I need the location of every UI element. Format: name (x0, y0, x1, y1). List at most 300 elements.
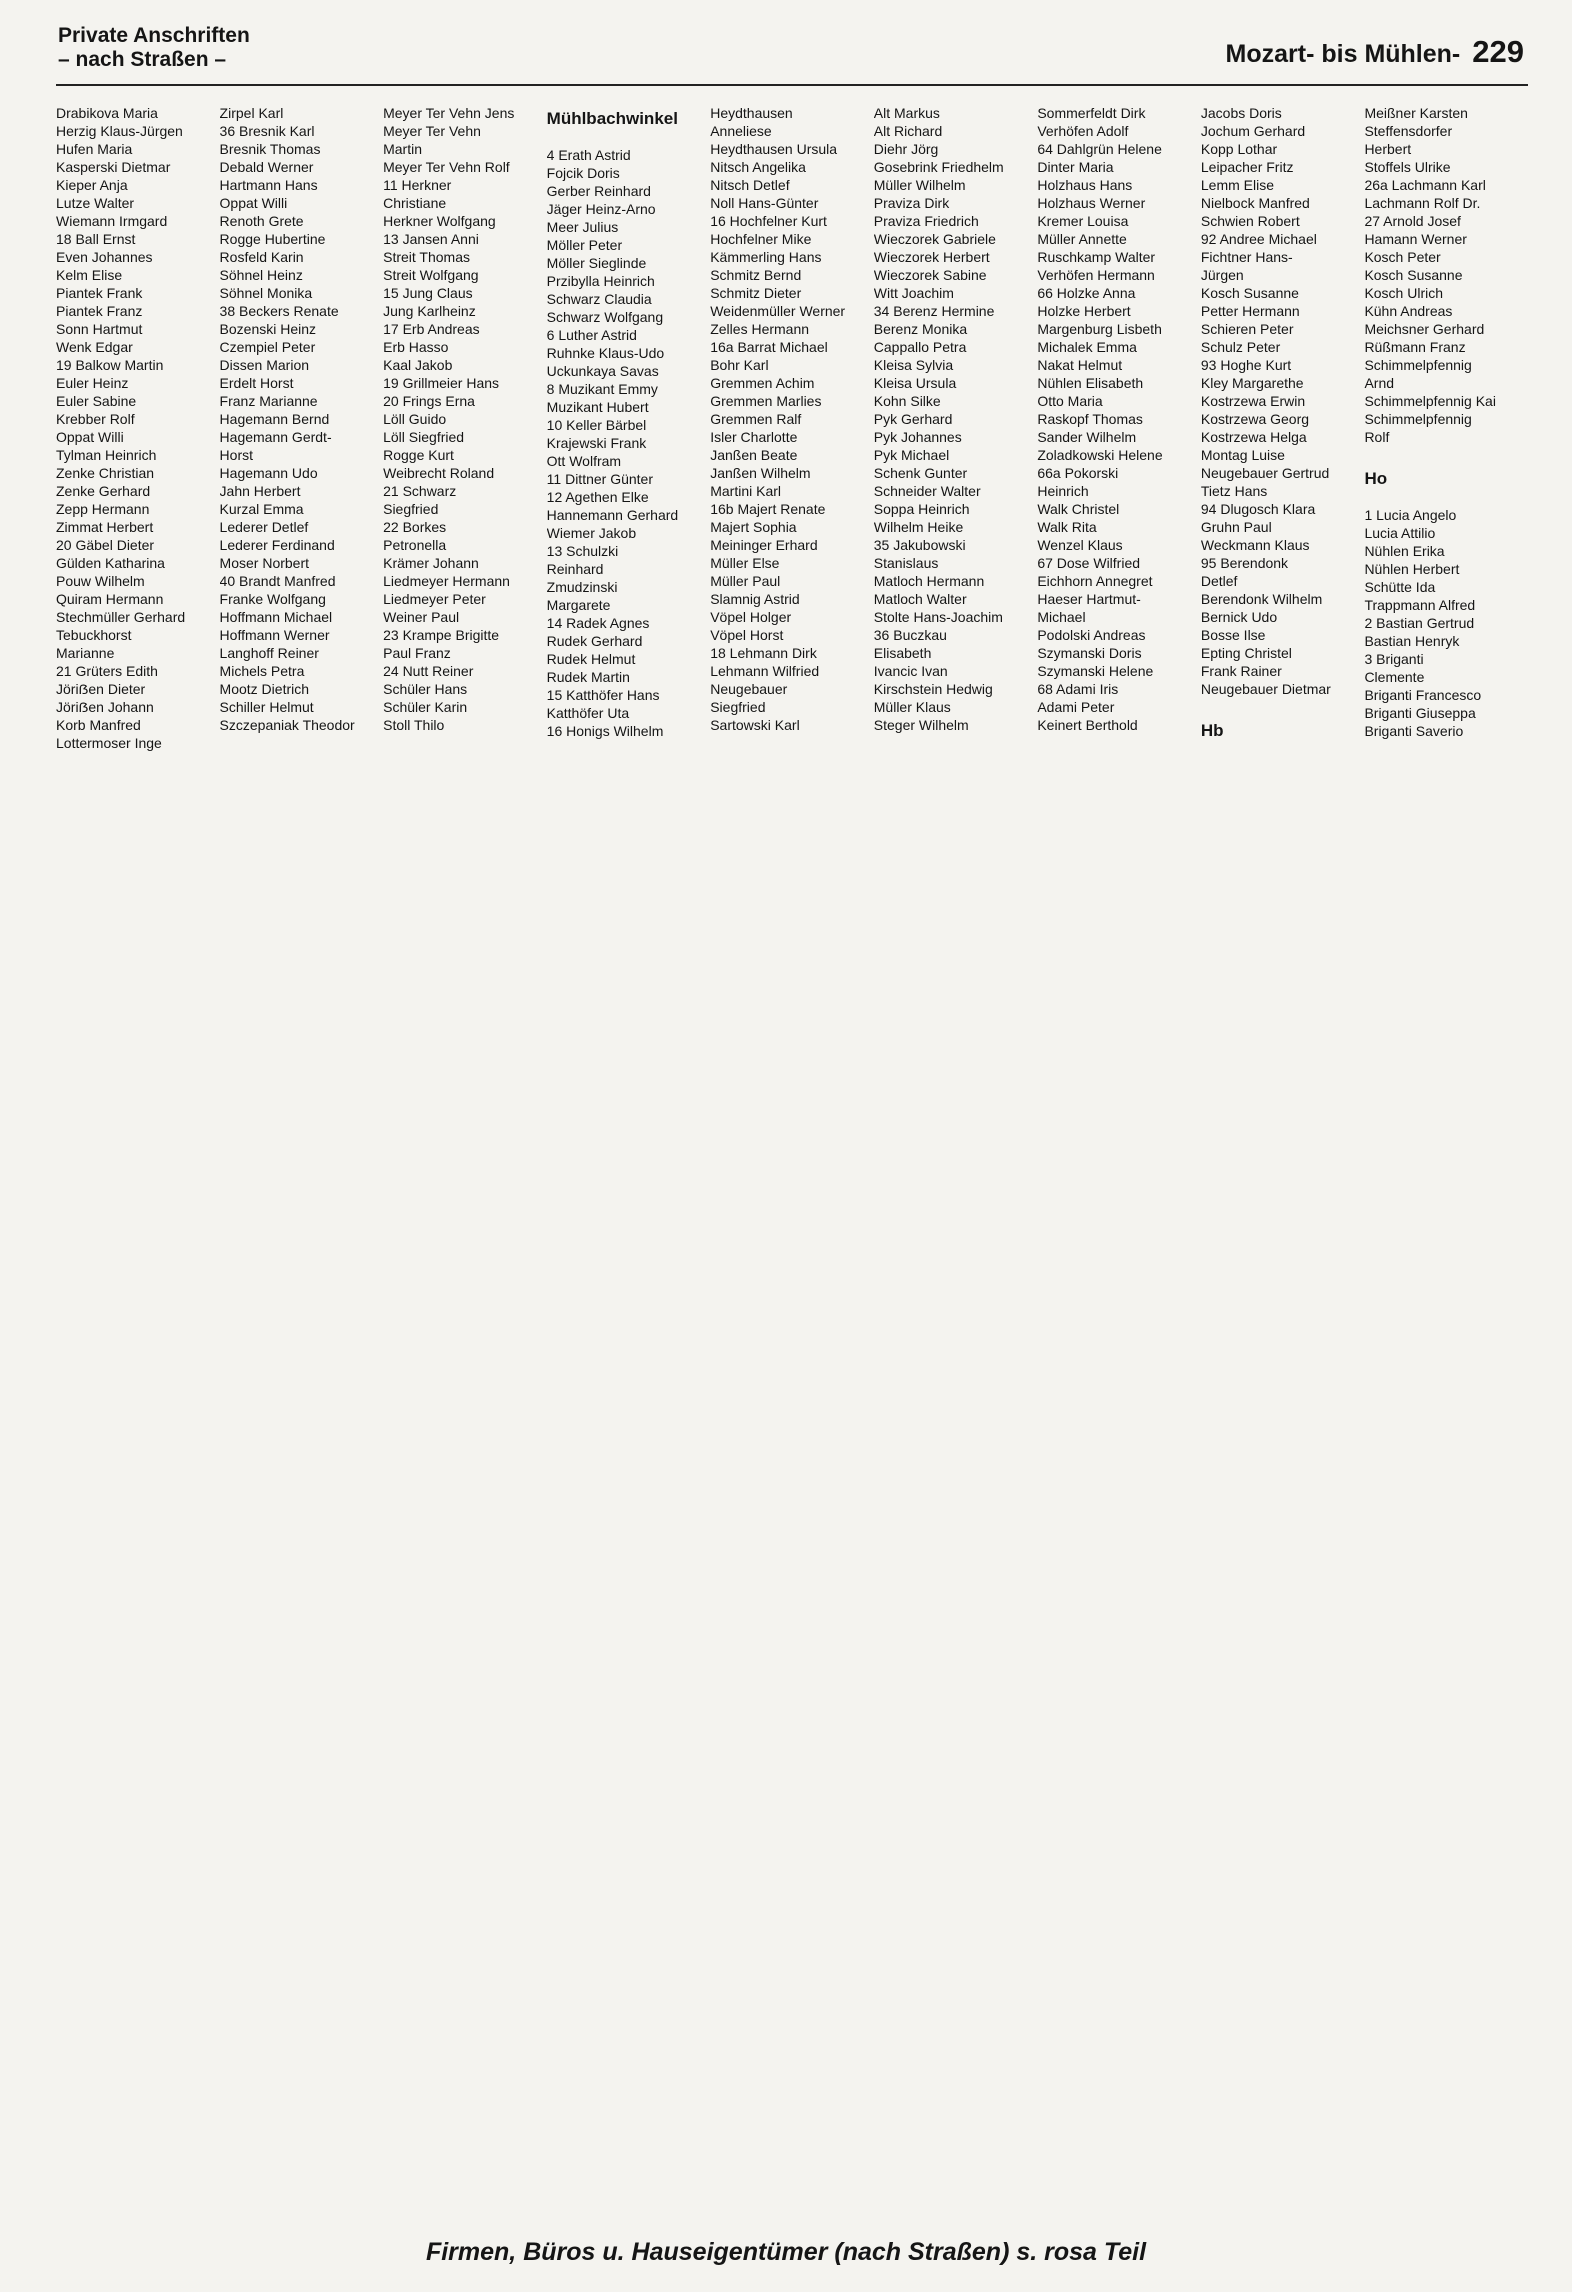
directory-entry: 68 Adami Iris (1037, 681, 1119, 697)
directory-entry: Rudek Gerhard (546, 633, 643, 649)
directory-entry: Löll Siegfried (383, 429, 465, 445)
directory-column-2 (220, 104, 378, 2224)
directory-entry: Majert Sophia (710, 519, 797, 535)
directory-entry: Otto Maria (1037, 393, 1103, 409)
directory-entry: Fojcik Doris (546, 165, 620, 181)
directory-entry: 20 Frings Erna (383, 393, 475, 409)
directory-entry: Meichsner Gerhard (1364, 321, 1485, 337)
directory-entry: Heinrich (1037, 483, 1089, 499)
directory-entry: Renoth Grete (219, 213, 304, 229)
directory-entry: Meininger Erhard (710, 537, 818, 553)
directory-entry: 21 Schwarz (383, 483, 457, 499)
directory-entry: Tietz Hans (1200, 483, 1268, 499)
directory-entry: Sartowski Karl (710, 717, 800, 733)
directory-entry: Kosch Ulrich (1364, 285, 1444, 301)
directory-entry: Michels Petra (219, 663, 305, 679)
directory-entry: Ruhnke Klaus-Udo (546, 345, 665, 361)
directory-entry: Pyk Johannes (873, 429, 962, 445)
directory-entry: Matloch Walter (873, 591, 967, 607)
directory-entry: Müller Wilhelm (873, 177, 966, 193)
directory-entry: Kopp Lothar (1200, 141, 1278, 157)
directory-entry: Pyk Gerhard (873, 411, 953, 427)
directory-entry: Hochfelner Mike (710, 231, 812, 247)
directory-entry: Moser Norbert (219, 555, 310, 571)
directory-entry: 34 Berenz Hermine (873, 303, 995, 319)
directory-entry: Kämmerling Hans (710, 249, 822, 265)
directory-entry: Schenk Gunter (873, 465, 968, 481)
directory-entry: 11 Herkner (383, 177, 452, 193)
directory-entry: Nitsch Detlef (710, 177, 790, 193)
directory-entry: Steger Wilhelm (873, 717, 969, 733)
directory-entry: Hagemann Bernd (219, 411, 330, 427)
directory-entry: Schimmelpfennig (1364, 411, 1472, 427)
directory-entry: Oppat Willi (219, 195, 288, 211)
directory-entry: Meißner Karsten (1364, 105, 1468, 121)
directory-entry: Tebuckhorst (56, 627, 132, 643)
directory-column-9 (1364, 104, 1522, 2224)
directory-entry: 16 Honigs Wilhelm (546, 723, 664, 739)
directory-entry: Kirschstein Hedwig (873, 681, 993, 697)
footer-note: Firmen, Büros u. Hauseigentümer (nach Straßen) s. rosa Teil (425, 2238, 1147, 2266)
directory-entry: Bohr Karl (710, 357, 769, 373)
directory-entry: Neugebauer (710, 681, 788, 697)
directory-entry: Gremmen Marlies (710, 393, 822, 409)
directory-entry: 40 Brandt Manfred (219, 573, 336, 589)
directory-entry: 1 Lucia Angelo (1364, 507, 1457, 523)
directory-entry: Erdelt Horst (219, 375, 294, 391)
directory-entry: Hamann Werner (1364, 231, 1467, 247)
directory-entry: Bresnik Thomas (219, 141, 321, 157)
directory-entry: Söhnel Monika (219, 285, 313, 301)
directory-entry: Kosch Peter (1364, 249, 1441, 265)
directory-entry: 67 Dose Wilfried (1037, 555, 1141, 571)
directory-entry: Stechmüller Gerhard (56, 609, 186, 625)
directory-entry: Bastian Henryk (1364, 633, 1460, 649)
directory-entry: Jäger Heinz-Arno (546, 201, 656, 217)
directory-entry: Weibrecht Roland (383, 465, 495, 481)
directory-entry: Sonn Hartmut (56, 321, 143, 337)
directory-entry: Podolski Andreas (1037, 627, 1146, 643)
directory-entry: 15 Katthöfer Hans (546, 687, 660, 703)
directory-column-8 (1201, 104, 1359, 2224)
directory-entry: Streit Thomas (383, 249, 470, 265)
directory-entry: Löll Guido (383, 411, 447, 427)
directory-entry: Gruhn Paul (1200, 519, 1272, 535)
directory-entry: Kasperski Dietmar (56, 159, 171, 175)
directory-entry: Lehmann Wilfried (710, 663, 820, 679)
directory-entry: Raskopf Thomas (1037, 411, 1143, 427)
directory-entry: Gosebrink Friedhelm (873, 159, 1004, 175)
directory-entry: Kosch Susanne (1200, 285, 1299, 301)
directory-entry: Reinhard (546, 561, 604, 577)
directory-entry: Kleisa Ursula (873, 375, 957, 391)
directory-entry: Eichhorn Annegret (1037, 573, 1153, 589)
directory-entry: Janßen Wilhelm (710, 465, 811, 481)
directory-entry: Jochum Gerhard (1200, 123, 1306, 139)
directory-column-7 (1037, 104, 1195, 2224)
directory-entry: Nitsch Angelika (710, 159, 806, 175)
directory-entry: 18 Ball Ernst (56, 231, 136, 247)
directory-entry: Schmitz Dieter (710, 285, 802, 301)
directory-column-6 (874, 104, 1032, 2224)
directory-entry: 10 Keller Bärbel (546, 417, 647, 433)
directory-entry: Kurzal Emma (219, 501, 304, 517)
directory-entry: 16b Majert Renate (710, 501, 826, 517)
directory-columns (56, 104, 1528, 2224)
directory-entry: Nühlen Elisabeth (1037, 375, 1144, 391)
directory-entry: Mühlbachwinkel (546, 109, 678, 128)
directory-entry: Kremer Louisa (1037, 213, 1129, 229)
directory-entry: Walk Rita (1037, 519, 1097, 535)
directory-entry: Wiemer Jakob (546, 525, 637, 541)
directory-entry: Möller Sieglinde (546, 255, 647, 271)
directory-entry: Wieczorek Herbert (873, 249, 990, 265)
directory-entry: Slamnig Astrid (710, 591, 800, 607)
directory-entry: 2 Bastian Gertrud (1364, 615, 1475, 631)
directory-entry: Epting Christel (1200, 645, 1292, 661)
directory-entry: Katthöfer Uta (546, 705, 630, 721)
directory-entry: Meer Julius (546, 219, 619, 235)
directory-entry: Adami Peter (1037, 699, 1115, 715)
directory-entry: Horst (219, 447, 253, 463)
directory-entry: 18 Lehmann Dirk (710, 645, 817, 661)
directory-entry: Ivancic Ivan (873, 663, 948, 679)
directory-entry: Hoffmann Werner (219, 627, 330, 643)
directory-entry (1364, 446, 1522, 464)
directory-entry: Hagemann Gerdt- (219, 429, 332, 445)
header-rule (56, 84, 1528, 86)
directory-entry: 13 Jansen Anni (383, 231, 479, 247)
directory-entry: Wenzel Klaus (1037, 537, 1123, 553)
directory-entry: Leipacher Fritz (1200, 159, 1294, 175)
directory-entry: 19 Balkow Martin (56, 357, 164, 373)
directory-entry: Heydthausen Ursula (710, 141, 838, 157)
directory-entry: Schüler Hans (383, 681, 468, 697)
directory-entry: 14 Radek Agnes (546, 615, 650, 631)
directory-entry: 16a Barrat Michael (710, 339, 828, 355)
directory-entry: Stoll Thilo (383, 717, 445, 733)
directory-entry: Kley Margarethe (1200, 375, 1304, 391)
directory-entry: Vöpel Holger (710, 609, 792, 625)
directory-entry: Jung Karlheinz (383, 303, 476, 319)
directory-entry: Schwarz Wolfgang (546, 309, 664, 325)
directory-entry: Kieper Anja (56, 177, 128, 193)
directory-entry: Noll Hans-Günter (710, 195, 819, 211)
directory-entry: Krajewski Frank (546, 435, 647, 451)
directory-entry: 66a Pokorski (1037, 465, 1119, 481)
directory-entry: Zimmat Herbert (56, 519, 154, 535)
directory-entry: Franke Wolfgang (219, 591, 326, 607)
directory-entry: Zelles Hermann (710, 321, 810, 337)
directory-entry: Holzhaus Hans (1037, 177, 1133, 193)
directory-entry: 95 Berendonk (1200, 555, 1289, 571)
directory-entry: Meyer Ter Vehn Rolf (383, 159, 510, 175)
directory-entry: Dissen Marion (219, 357, 310, 373)
directory-entry: Nakat Helmut (1037, 357, 1123, 373)
directory-entry: Petter Hermann (1200, 303, 1300, 319)
directory-entry: 22 Borkes (383, 519, 447, 535)
directory-entry: Holzke Herbert (1037, 303, 1131, 319)
directory-entry: Anneliese (710, 123, 772, 139)
directory-entry: Nühlen Herbert (1364, 561, 1460, 577)
directory-entry: Jürgen (1200, 267, 1244, 283)
directory-entry: Wilhelm Heike (873, 519, 964, 535)
directory-entry: 13 Schulzki (546, 543, 619, 559)
directory-entry: Schimmelpfennig Kai (1364, 393, 1496, 409)
directory-entry: Neugebauer Gertrud (1200, 465, 1330, 481)
directory-entry: Schieren Peter (1200, 321, 1294, 337)
directory-entry: Keinert Berthold (1037, 717, 1138, 733)
directory-entry: 36 Bresnik Karl (219, 123, 315, 139)
directory-entry: Marianne (56, 645, 115, 661)
directory-entry: 66 Holzke Anna (1037, 285, 1136, 301)
directory-entry: Hagemann Udo (219, 465, 318, 481)
directory-entry: Diehr Jörg (873, 141, 939, 157)
directory-entry: 20 Gäbel Dieter (56, 537, 155, 553)
directory-entry: 64 Dahlgrün Helene (1037, 141, 1162, 157)
directory-column-3 (383, 104, 541, 2224)
directory-entry: Lucia Attilio (1364, 525, 1436, 541)
directory-entry: Müller Else (710, 555, 780, 571)
directory-entry: Korb Manfred (56, 717, 141, 733)
directory-entry: Rüßmann Franz (1364, 339, 1466, 355)
directory-entry: Kohn Silke (873, 393, 941, 409)
directory-entry: Neugebauer Dietmar (1200, 681, 1331, 697)
directory-entry: Oppat Willi (56, 429, 124, 445)
directory-entry: Lachmann Rolf Dr. (1364, 195, 1481, 211)
directory-entry: Muzikant Hubert (546, 399, 649, 415)
directory-entry: Schneider Walter (873, 483, 981, 499)
directory-entry: Müller Paul (710, 573, 781, 589)
directory-entry: Elisabeth (873, 645, 932, 661)
directory-entry: Siegfried (383, 501, 439, 517)
directory-entry: Liedmeyer Peter (383, 591, 486, 607)
directory-entry: Alt Richard (873, 123, 943, 139)
directory-entry: Euler Sabine (56, 393, 137, 409)
directory-entry: Clemente (1364, 669, 1425, 685)
directory-entry: Rudek Helmut (546, 651, 636, 667)
directory-entry: Hb (1200, 721, 1224, 740)
directory-entry: Zenke Gerhard (56, 483, 151, 499)
directory-entry: Trappmann Alfred (1364, 597, 1476, 613)
directory-entry: Berendonk Wilhelm (1200, 591, 1323, 607)
directory-entry: Kühn Andreas (1364, 303, 1453, 319)
directory-entry: 26a Lachmann Karl (1364, 177, 1486, 193)
directory-entry: Wieczorek Sabine (873, 267, 987, 283)
directory-entry: Paul Franz (383, 645, 451, 661)
directory-entry: Even Johannes (56, 249, 153, 265)
directory-entry: Verhöfen Hermann (1037, 267, 1155, 283)
directory-entry (547, 128, 705, 146)
directory-entry: 27 Arnold Josef (1364, 213, 1461, 229)
directory-entry: Ott Wolfram (546, 453, 622, 469)
directory-entry: Weckmann Klaus (1200, 537, 1310, 553)
page-number: 229 (1472, 34, 1524, 69)
directory-entry: 36 Buczkau (873, 627, 947, 643)
directory-entry: Jahn Herbert (219, 483, 301, 499)
directory-entry: 19 Grillmeier Hans (383, 375, 500, 391)
directory-entry: Kostrzewa Helga (1200, 429, 1307, 445)
directory-entry: 11 Dittner Günter (546, 471, 654, 487)
directory-column-5 (710, 104, 868, 2224)
directory-entry: Zepp Hermann (56, 501, 150, 517)
directory-entry: Pouw Wilhelm (56, 573, 145, 589)
directory-entry: Lutze Walter (56, 195, 135, 211)
directory-entry: Zoladkowski Helene (1037, 447, 1163, 463)
directory-entry: Montag Luise (1200, 447, 1285, 463)
directory-entry: Petronella (383, 537, 447, 553)
directory-entry: Przibylla Heinrich (546, 273, 655, 289)
directory-entry: Stanislaus (873, 555, 939, 571)
directory-entry: Gremmen Ralf (710, 411, 802, 427)
page-range-header (1226, 34, 1524, 70)
directory-entry: Jöriẞen Johann (56, 699, 154, 715)
section-title (58, 24, 250, 72)
directory-entry: Zmudzinski (546, 579, 618, 595)
directory-entry: Schütte Ida (1364, 579, 1436, 595)
directory-entry: Hannemann Gerhard (546, 507, 679, 523)
directory-entry: Herbert (1364, 141, 1412, 157)
directory-entry: Kaal Jakob (383, 357, 453, 373)
directory-entry: Arnd (1364, 375, 1395, 391)
directory-entry: Gerber Reinhard (546, 183, 651, 199)
directory-entry: 92 Andree Michael (1200, 231, 1317, 247)
directory-entry: Alt Markus (873, 105, 940, 121)
street-range: Mozart- bis Mühlen- (1225, 40, 1461, 68)
directory-entry: Langhoff Reiner (219, 645, 319, 661)
directory-entry: Herkner Wolfgang (383, 213, 496, 229)
directory-entry: Ho (1364, 469, 1388, 488)
directory-entry: Verhöfen Adolf (1037, 123, 1129, 139)
directory-entry: Krebber Rolf (56, 411, 135, 427)
directory-entry: Müller Klaus (873, 699, 951, 715)
directory-entry: Briganti Giuseppa (1364, 705, 1476, 721)
directory-entry: Kosch Susanne (1364, 267, 1463, 283)
directory-entry: Streit Wolfgang (383, 267, 479, 283)
directory-entry: 8 Muzikant Emmy (546, 381, 658, 397)
directory-entry: Herzig Klaus-Jürgen (56, 123, 183, 139)
directory-entry: Schwarz Claudia (546, 291, 652, 307)
directory-entry: Soppa Heinrich (873, 501, 970, 517)
directory-entry: Kostrzewa Erwin (1200, 393, 1306, 409)
directory-entry: Krämer Johann (383, 555, 479, 571)
directory-entry: 35 Jakubowski (873, 537, 966, 553)
directory-entry: 12 Agethen Elke (546, 489, 649, 505)
directory-entry: 38 Beckers Renate (219, 303, 339, 319)
directory-entry: Debald Werner (219, 159, 314, 175)
directory-entry: Müller Annette (1037, 231, 1127, 247)
directory-entry: Gülden Katharina (56, 555, 165, 571)
directory-entry: Schulz Peter (1200, 339, 1281, 355)
directory-entry: Quiram Hermann (56, 591, 164, 607)
directory-entry: Michael (1037, 609, 1086, 625)
directory-entry: Jöriẞen Dieter (56, 681, 146, 697)
directory-entry: Gremmen Achim (710, 375, 815, 391)
directory-entry: Pyk Michael (873, 447, 950, 463)
directory-column-1 (56, 104, 214, 2224)
directory-entry: Hartmann Hans (219, 177, 318, 193)
directory-entry: 17 Erb Andreas (383, 321, 480, 337)
directory-entry: Erb Hasso (383, 339, 449, 355)
directory-entry: Schimmelpfennig (1364, 357, 1472, 373)
directory-entry: Martini Karl (710, 483, 782, 499)
directory-entry: Möller Peter (546, 237, 623, 253)
directory-entry (1364, 488, 1522, 506)
directory-entry: Walk Christel (1037, 501, 1120, 517)
directory-entry: 21 Grüters Edith (56, 663, 158, 679)
directory-column-4 (547, 104, 705, 2224)
directory-entry: Rosfeld Karin (219, 249, 304, 265)
directory-entry: 4 Erath Astrid (546, 147, 631, 163)
directory-entry: Zirpel Karl (219, 105, 284, 121)
directory-entry: Briganti Francesco (1364, 687, 1482, 703)
directory-entry: Szymanski Helene (1037, 663, 1154, 679)
directory-entry: Weiner Paul (383, 609, 460, 625)
directory-entry: 94 Dlugosch Klara (1200, 501, 1316, 517)
directory-entry: 16 Hochfelner Kurt (710, 213, 827, 229)
directory-entry: Detlef (1200, 573, 1238, 589)
directory-entry: Tylman Heinrich (56, 447, 157, 463)
directory-entry: Kleisa Sylvia (873, 357, 954, 373)
directory-entry: Kelm Elise (56, 267, 123, 283)
directory-entry: Michalek Emma (1037, 339, 1137, 355)
directory-entry: 15 Jung Claus (383, 285, 473, 301)
directory-entry: Briganti Saverio (1364, 723, 1464, 739)
directory-entry: Steffensdorfer (1364, 123, 1453, 139)
directory-entry: Czempiel Peter (219, 339, 316, 355)
directory-entry: Stoffels Ulrike (1364, 159, 1451, 175)
directory-entry: Holzhaus Werner (1037, 195, 1146, 211)
directory-entry: Kostrzewa Georg (1200, 411, 1310, 427)
directory-entry: Liedmeyer Hermann (383, 573, 510, 589)
directory-entry: Rogge Hubertine (219, 231, 326, 247)
directory-entry: Drabikova Maria (56, 105, 158, 121)
directory-entry: Sommerfeldt Dirk (1037, 105, 1146, 121)
directory-entry: Heydthausen (710, 105, 793, 121)
directory-entry: Haeser Hartmut- (1037, 591, 1141, 607)
directory-entry: Martin (383, 141, 423, 157)
directory-entry: 3 Briganti (1364, 651, 1424, 667)
directory-entry: Rudek Martin (546, 669, 630, 685)
directory-entry: Janßen Beate (710, 447, 798, 463)
directory-entry: Margenburg Lisbeth (1037, 321, 1162, 337)
directory-entry: Cappallo Petra (873, 339, 967, 355)
directory-entry: Fichtner Hans- (1200, 249, 1293, 265)
directory-entry: Rolf (1364, 429, 1390, 445)
directory-entry: Schwien Robert (1200, 213, 1300, 229)
directory-entry: Hufen Maria (56, 141, 133, 157)
directory-entry: Wenk Edgar (56, 339, 133, 355)
directory-entry: Söhnel Heinz (219, 267, 303, 283)
directory-entry: Christiane (383, 195, 447, 211)
directory-entry: Sander Wilhelm (1037, 429, 1137, 445)
directory-entry: Praviza Dirk (873, 195, 950, 211)
directory-entry: Meyer Ter Vehn (383, 123, 481, 139)
directory-entry: Bosse Ilse (1200, 627, 1266, 643)
directory-entry (1201, 698, 1359, 716)
directory-entry: 24 Nutt Reiner (383, 663, 474, 679)
directory-entry: Nühlen Erika (1364, 543, 1445, 559)
directory-entry: Szczepaniak Theodor (219, 717, 355, 733)
section-title-line1: Private Anschriften (58, 24, 250, 47)
directory-entry: Lederer Detlef (219, 519, 309, 535)
directory-entry: Ruschkamp Walter (1037, 249, 1156, 265)
directory-entry: Franz Marianne (219, 393, 318, 409)
directory-entry: Piantek Frank (56, 285, 143, 301)
directory-entry: Weidenmüller Werner (710, 303, 846, 319)
directory-entry: Meyer Ter Vehn Jens (383, 105, 515, 121)
directory-entry: Schüler Karin (383, 699, 468, 715)
